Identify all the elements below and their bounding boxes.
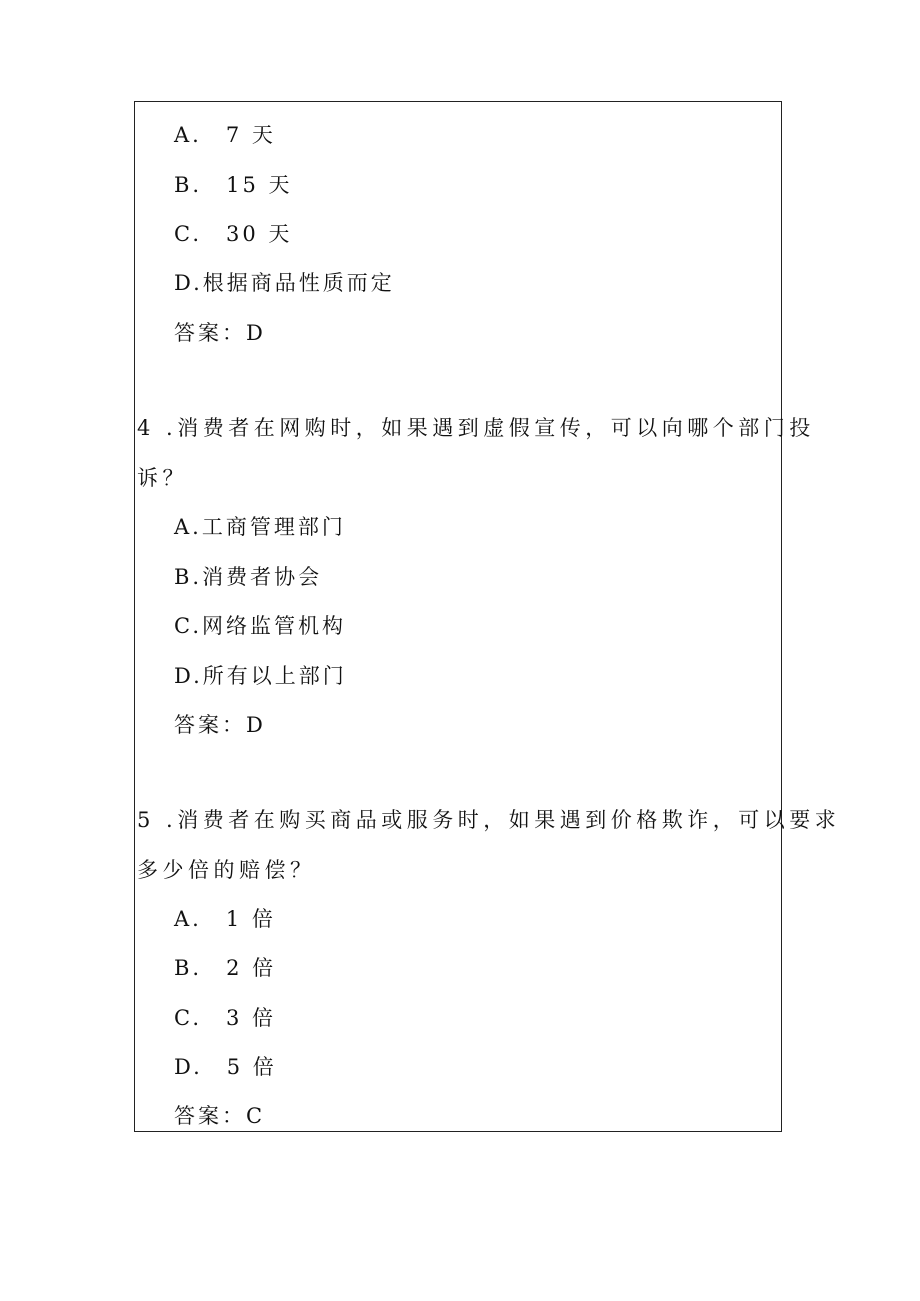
answer: 答案：C <box>174 1104 266 1128</box>
option-c: C. 3 倍 <box>174 1006 277 1030</box>
answer: 答案：D <box>174 713 266 737</box>
option-a: A.工商管理部门 <box>174 515 346 539</box>
question-4-text: 4 .消费者在网购时，如果遇到虚假宣传，可以向哪个部门投 <box>137 416 815 440</box>
option-a: A. 7 天 <box>174 123 276 147</box>
answer: 答案：D <box>174 321 266 345</box>
option-d: D.根据商品性质而定 <box>174 271 395 295</box>
question-4-text-cont: 诉？ <box>137 466 188 490</box>
question-5-text-cont: 多少倍的赔偿？ <box>137 858 316 882</box>
option-a: A. 1 倍 <box>174 907 276 931</box>
option-c: C.网络监管机构 <box>174 614 346 638</box>
option-d: D. 5 倍 <box>174 1055 277 1079</box>
option-b: B. 2 倍 <box>174 956 277 980</box>
option-b: B.消费者协会 <box>174 565 323 589</box>
option-d: D.所有以上部门 <box>174 664 347 688</box>
option-c: C. 30 天 <box>174 222 293 246</box>
option-b: B. 15 天 <box>174 173 293 197</box>
question-5-text: 5 .消费者在购买商品或服务时，如果遇到价格欺诈，可以要求 <box>137 808 841 832</box>
